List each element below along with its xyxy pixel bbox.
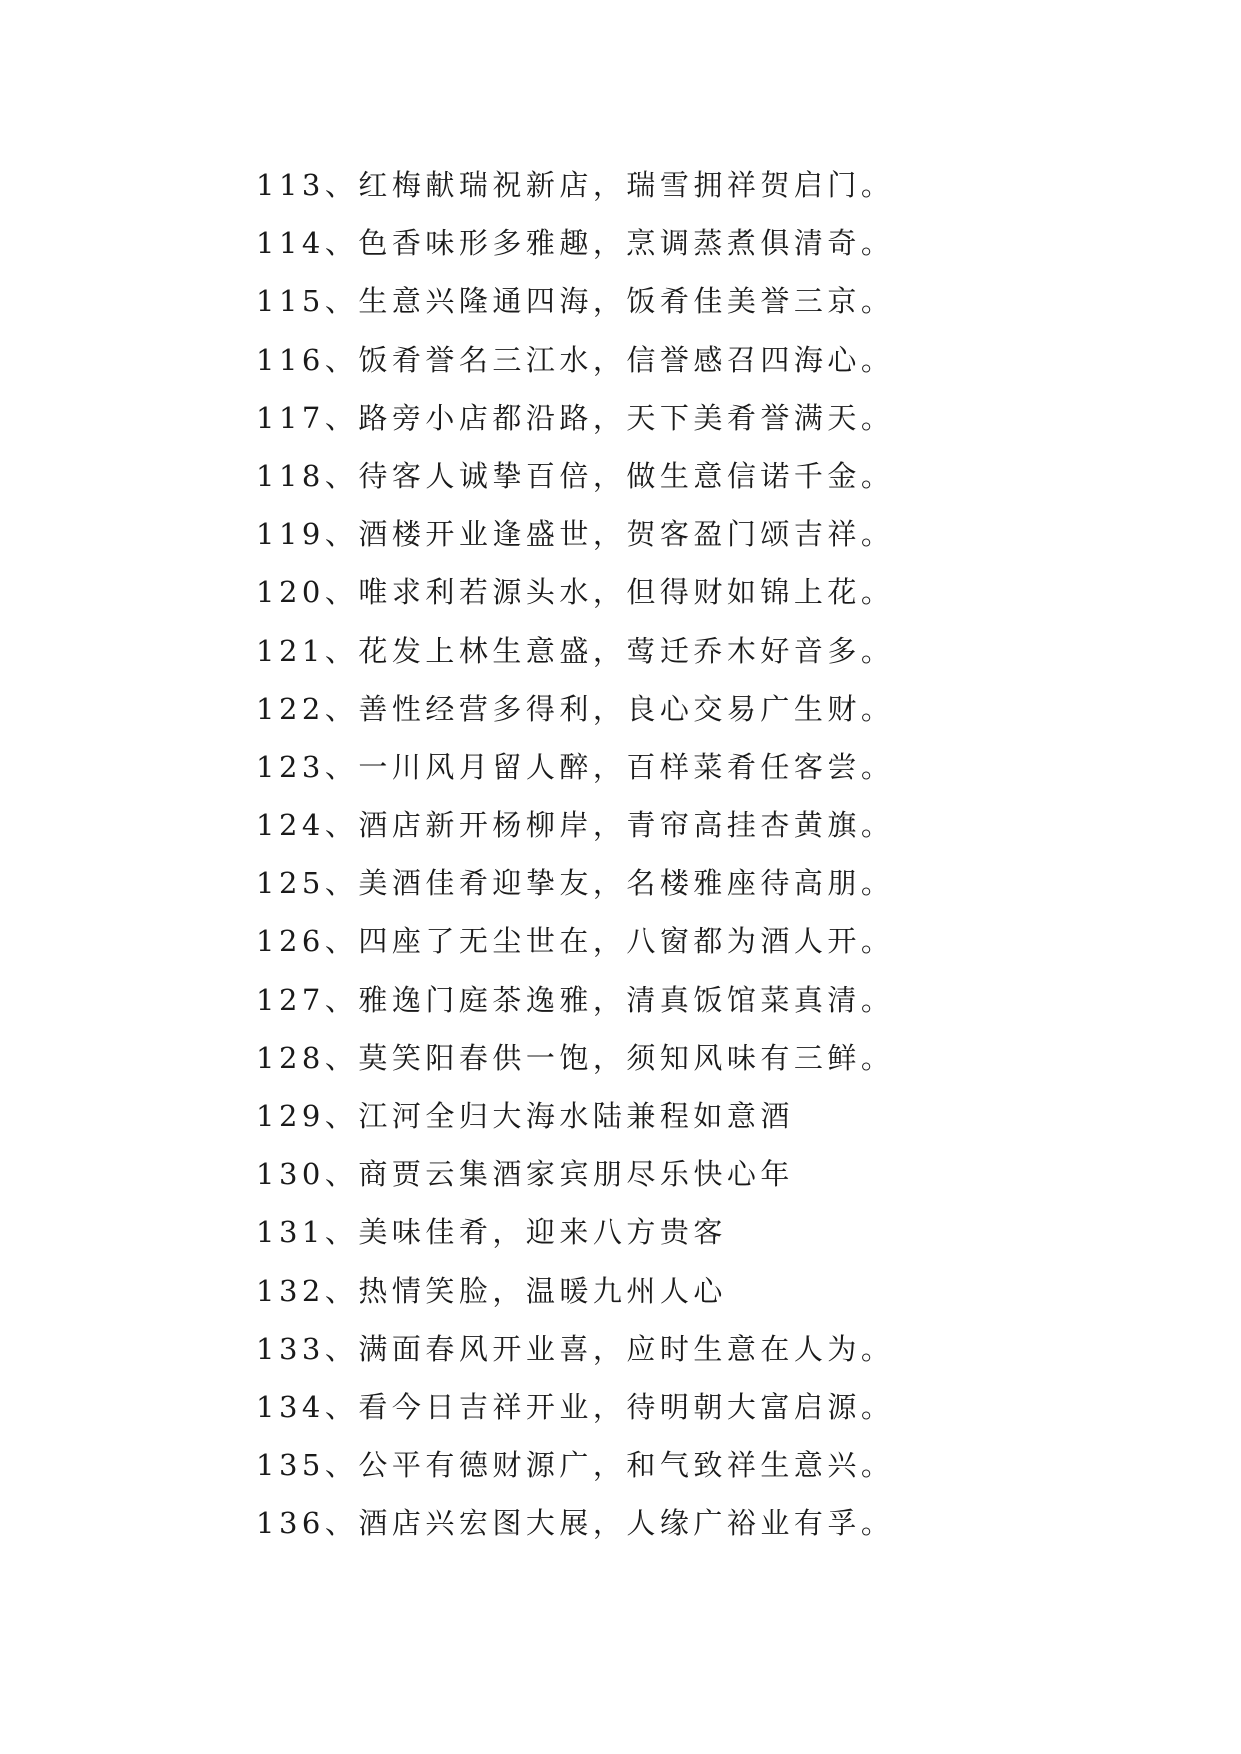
couplet-line: 129、江河全归大海水陆兼程如意酒: [256, 1099, 794, 1133]
couplet-line: 127、雅逸门庭茶逸雅，清真饭馆菜真清。: [256, 982, 895, 1017]
couplet-line: 133、满面春风开业喜，应时生意在人为。: [256, 1331, 895, 1366]
couplet-line: 116、饭肴誉名三江水，信誉感召四海心。: [256, 342, 895, 377]
couplet-line: 130、商贾云集酒家宾朋尽乐快心年: [256, 1157, 794, 1192]
couplet-line: 128、莫笑阳春供一饱，须知风味有三鲜。: [256, 1040, 895, 1075]
couplet-line: 113、红梅献瑞祝新店，瑞雪拥祥贺启门。: [256, 168, 895, 202]
couplet-line: 123、一川风月留人醉，百样菜肴任客尝。: [256, 749, 895, 784]
couplet-line: 125、美酒佳肴迎挚友，名楼雅座待高朋。: [256, 866, 895, 901]
couplet-line: 120、唯求利若源头水，但得财如锦上花。: [256, 575, 895, 610]
couplet-line: 134、看今日吉祥开业，待明朝大富启源。: [256, 1389, 895, 1424]
couplet-line: 118、待客人诚挚百倍，做生意信诺千金。: [256, 458, 895, 493]
couplet-line: 122、善性经营多得利，良心交易广生财。: [256, 691, 895, 726]
couplet-list: [256, 156, 1156, 1553]
couplet-line: 117、路旁小店都沿路，天下美肴誉满天。: [256, 400, 895, 435]
couplet-line: 119、酒楼开业逢盛世，贺客盈门颂吉祥。: [256, 517, 895, 552]
couplet-line: 114、色香味形多雅趣，烹调蒸煮俱清奇。: [256, 226, 895, 261]
couplet-line: 115、生意兴隆通四海，饭肴佳美誉三京。: [256, 284, 895, 319]
couplet-line: 124、酒店新开杨柳岸，青帘高挂杏黄旗。: [256, 808, 895, 843]
couplet-line: 131、美味佳肴，迎来八方贵客: [256, 1215, 727, 1250]
couplet-line: 126、四座了无尘世在，八窗都为酒人开。: [256, 924, 895, 959]
couplet-line: 136、酒店兴宏图大展，人缘广裕业有孚。: [256, 1506, 895, 1541]
couplet-line: 132、热情笑脸，温暖九州人心: [256, 1273, 727, 1308]
couplet-line: 121、花发上林生意盛，莺迁乔木好音多。: [256, 633, 895, 668]
couplet-line: 135、公平有德财源广，和气致祥生意兴。: [256, 1448, 895, 1483]
